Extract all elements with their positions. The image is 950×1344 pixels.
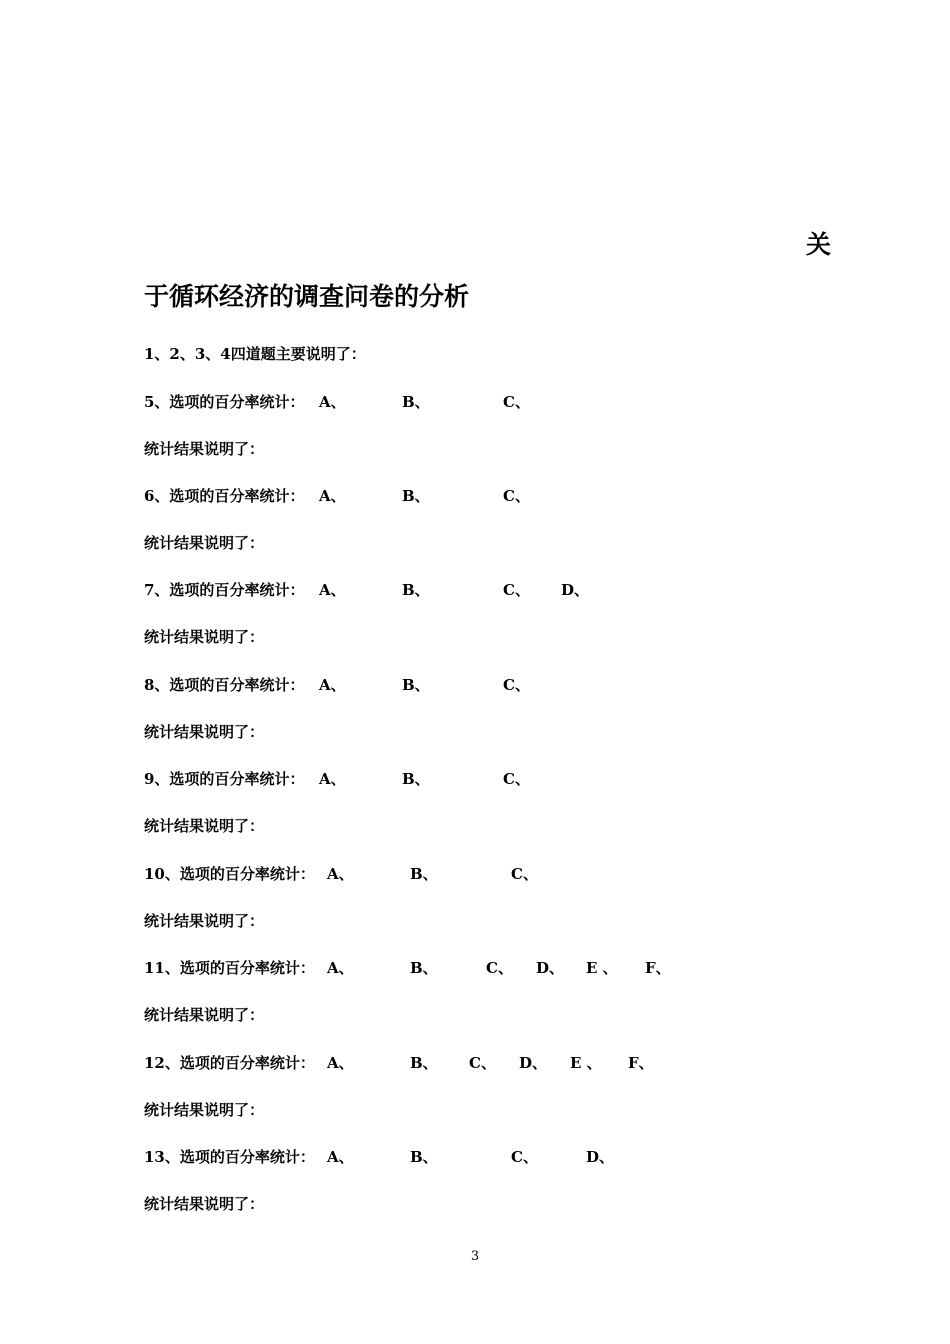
question-11-option-e: E 、 (586, 959, 618, 977)
question-11-result: 统计结果说明了： (144, 1006, 265, 1024)
question-7-result: 统计结果说明了： (144, 628, 265, 646)
question-8-option-b: B、 (402, 676, 430, 694)
question-10-result: 统计结果说明了： (144, 912, 265, 930)
question-10-option-b: B、 (410, 865, 438, 883)
question-13-option-c: C、 (511, 1148, 538, 1166)
question-11-option-f: F、 (645, 959, 671, 977)
question-13-result: 统计结果说明了： (144, 1195, 265, 1213)
question-13-label: 13、选项的百分率统计： (144, 1148, 315, 1166)
question-13-option-d: D、 (586, 1148, 615, 1166)
question-8-option-c: C、 (503, 676, 530, 694)
question-6-option-a: A、 (319, 487, 346, 505)
title-first-char: 关 (806, 230, 832, 259)
question-5-result: 统计结果说明了： (144, 440, 265, 458)
question-7-label: 7、选项的百分率统计： (144, 581, 305, 599)
question-8-label: 8、选项的百分率统计： (144, 676, 305, 694)
question-12-option-e: E 、 (570, 1054, 602, 1072)
question-11-option-c: C、 (486, 959, 513, 977)
question-11-label: 11、选项的百分率统计： (144, 959, 315, 977)
question-5-option-b: B、 (402, 393, 430, 411)
question-6-option-b: B、 (402, 487, 430, 505)
question-9-option-c: C、 (503, 770, 530, 788)
question-9-option-b: B、 (402, 770, 430, 788)
question-10-label: 10、选项的百分率统计： (144, 865, 315, 883)
question-12-label: 12、选项的百分率统计： (144, 1054, 315, 1072)
question-11-option-d: D、 (536, 959, 565, 977)
question-6-label: 6、选项的百分率统计： (144, 487, 305, 505)
page-number: 3 (470, 1249, 480, 1264)
question-7-option-b: B、 (402, 581, 430, 599)
question-12-option-a: A、 (327, 1054, 354, 1072)
question-11-option-a: A、 (327, 959, 354, 977)
question-5-label: 5、选项的百分率统计： (144, 393, 305, 411)
question-5-option-c: C、 (503, 393, 530, 411)
question-8-result: 统计结果说明了： (144, 723, 265, 741)
question-9-result: 统计结果说明了： (144, 817, 265, 835)
question-8-option-a: A、 (319, 676, 346, 694)
question-12-option-d: D、 (519, 1054, 548, 1072)
question-7-option-c: C、 (503, 581, 530, 599)
question-6-result: 统计结果说明了： (144, 534, 265, 552)
question-9-label: 9、选项的百分率统计： (144, 770, 305, 788)
question-10-option-c: C、 (511, 865, 538, 883)
question-5-option-a: A、 (319, 393, 346, 411)
question-6-option-c: C、 (503, 487, 530, 505)
question-13-option-b: B、 (410, 1148, 438, 1166)
question-12-option-f: F、 (628, 1054, 654, 1072)
question-13-option-a: A、 (327, 1148, 354, 1166)
question-12-option-c: C、 (469, 1054, 496, 1072)
page-title: 于循环经济的调查问卷的分析 (144, 282, 470, 311)
question-12-result: 统计结果说明了： (144, 1101, 265, 1119)
question-11-option-b: B、 (410, 959, 438, 977)
question-7-option-d: D、 (561, 581, 590, 599)
question-9-option-a: A、 (319, 770, 346, 788)
question-12-option-b: B、 (410, 1054, 438, 1072)
question-10-option-a: A、 (327, 865, 354, 883)
question-7-option-a: A、 (319, 581, 346, 599)
intro-line: 1、2、3、4四道题主要说明了： (144, 345, 366, 363)
